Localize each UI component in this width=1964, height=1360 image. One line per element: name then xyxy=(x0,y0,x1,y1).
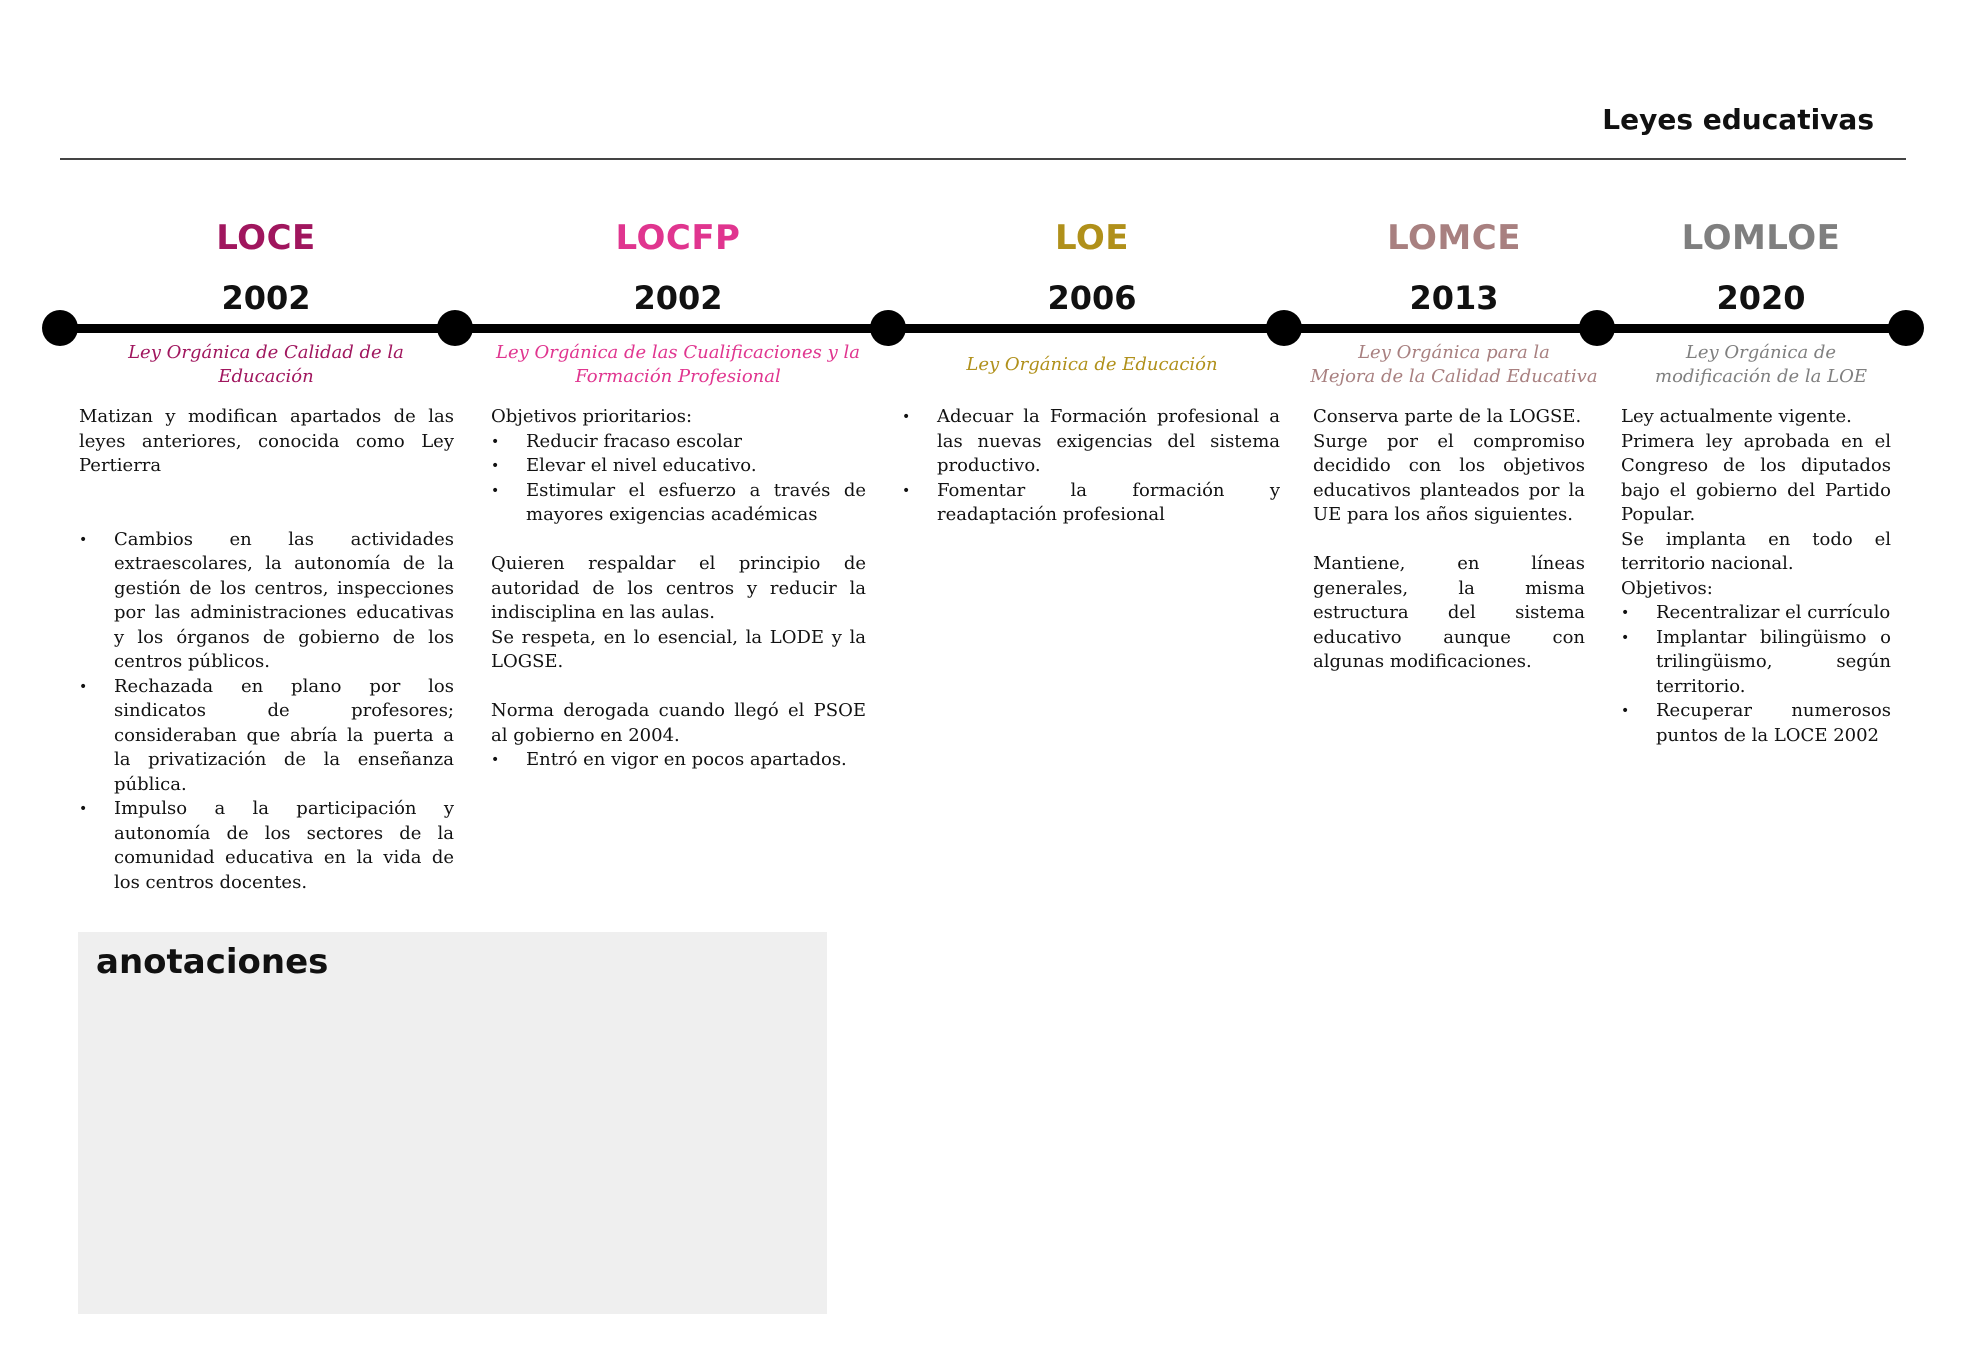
bullet-list xyxy=(491,748,866,773)
law-year: 2002 xyxy=(633,279,723,317)
paragraph: Quieren respaldar el principio de autoridad de los centros y reducir la indisciplina en las aulas. xyxy=(491,553,866,623)
law-description-loce xyxy=(79,405,454,895)
notes-box[interactable] xyxy=(78,932,827,1314)
bullet-icon: • xyxy=(1621,703,1630,719)
paragraph: Primera ley aprobada en el Congreso de los diputados bajo el gobierno del Partido Popular. xyxy=(1621,430,1891,525)
law-year: 2020 xyxy=(1716,279,1806,317)
bullet-list xyxy=(79,528,454,896)
bullet-icon: • xyxy=(491,752,500,768)
law-year: 2002 xyxy=(221,279,311,317)
law-header-loce xyxy=(166,218,366,318)
paragraph: Se implanta en todo el territorio nacional. xyxy=(1621,528,1891,574)
list-item: • Rechazada en plano por los sindicatos de profesores; consideraban que abría la puerta a la privatización de la enseñanza pública. xyxy=(79,675,454,795)
list-item: • Estimular el esfuerzo a través de mayores exigencias académicas xyxy=(491,479,866,525)
paragraph: Objetivos: xyxy=(1621,577,1713,599)
law-acronym: LOE xyxy=(1054,218,1130,258)
bullet-icon: • xyxy=(1621,605,1630,621)
list-item: • Elevar el nivel educativo. xyxy=(491,454,866,479)
page-title: Leyes educativas xyxy=(1602,103,1874,136)
bullet-icon: • xyxy=(902,409,911,425)
bullet-icon: • xyxy=(1621,629,1630,646)
law-header-lomloe xyxy=(1661,218,1861,318)
paragraph: Mantiene, en líneas generales, la misma estructura del sistema educativo aunque con algunas modificaciones. xyxy=(1313,553,1585,672)
law-acronym: LOCE xyxy=(216,218,316,258)
law-subtitle xyxy=(78,338,454,392)
law-acronym: LOMCE xyxy=(1387,218,1521,258)
law-subtitle-line: Ley Orgánica de Educación xyxy=(966,354,1218,375)
bullet-icon: • xyxy=(79,678,88,695)
law-subtitle-line: Mejora de la Calidad Educativa xyxy=(1310,366,1598,387)
law-subtitle-line: Ley Orgánica de Calidad de la Educación xyxy=(128,342,404,387)
law-subtitle-line: Ley Orgánica de xyxy=(1685,342,1837,363)
bullet-icon: • xyxy=(491,458,500,474)
paragraph: Se respeta, en lo esencial, la LODE y la LOGSE. xyxy=(491,626,866,672)
law-subtitle-line: Ley Orgánica de las Cualificaciones y la xyxy=(495,342,861,363)
law-header-lomce xyxy=(1354,218,1554,318)
timeline-line xyxy=(60,324,1906,333)
notes-title: anotaciones xyxy=(96,942,329,982)
law-year: 2013 xyxy=(1409,279,1499,317)
paragraph: Ley actualmente vigente. xyxy=(1621,406,1852,427)
law-acronym: LOCFP xyxy=(615,218,741,258)
law-subtitle-line: Formación Profesional xyxy=(575,366,781,387)
paragraph: Conserva parte de la LOGSE. xyxy=(1313,406,1582,427)
list-item: • Recentralizar el currículo xyxy=(1621,601,1891,626)
paragraph: Objetivos prioritarios: xyxy=(491,406,693,427)
bullet-list xyxy=(1621,601,1891,748)
law-subtitle xyxy=(904,338,1280,392)
law-acronym: LOMLOE xyxy=(1681,218,1841,258)
law-subtitle xyxy=(490,338,866,392)
law-description-lomloe xyxy=(1621,405,1891,748)
bullet-icon: • xyxy=(491,433,500,450)
bullet-icon: • xyxy=(491,482,500,499)
law-subtitle xyxy=(1304,338,1604,392)
list-item: • Reducir fracaso escolar xyxy=(491,430,866,455)
bullet-list xyxy=(491,430,866,528)
bullet-icon: • xyxy=(79,801,88,817)
law-description-lomce xyxy=(1313,405,1585,675)
law-subtitle-line: Ley Orgánica para la xyxy=(1358,342,1550,363)
list-item: • Cambios en las actividades extraescolares, la autonomía de la gestión de los centros, inspecciones por las administraciones educativas y los órganos de gobierno de los centros públicos. xyxy=(79,528,454,672)
law-description-loe xyxy=(902,405,1280,528)
bullet-icon: • xyxy=(902,482,911,499)
paragraph: Matizan y modifican apartados de las leyes anteriores, conocida como Ley Pertierra xyxy=(79,406,454,476)
timeline-dot xyxy=(870,310,906,346)
list-item: • Fomentar la formación y readaptación profesional xyxy=(902,479,1280,525)
bullet-list xyxy=(902,405,1280,528)
law-header-locfp xyxy=(578,218,778,318)
list-item: • Implantar bilingüismo o trilingüismo, según territorio. xyxy=(1621,626,1891,697)
law-description-locfp xyxy=(491,405,866,773)
list-item: • Adecuar la Formación profesional a las nuevas exigencias del sistema productivo. xyxy=(902,406,1280,476)
list-item: • Entró en vigor en pocos apartados. xyxy=(491,748,866,773)
law-subtitle xyxy=(1611,338,1911,392)
bullet-icon: • xyxy=(79,531,88,548)
paragraph: Norma derogada cuando llegó el PSOE al gobierno en 2004. xyxy=(491,700,866,746)
law-subtitle-line: modificación de la LOE xyxy=(1655,366,1867,387)
law-header-loe xyxy=(992,218,1192,318)
list-item: • Impulso a la participación y autonomía de los sectores de la comunidad educativa en la vida de los centros docentes. xyxy=(79,798,454,893)
timeline-dot xyxy=(42,310,78,346)
list-item: • Recuperar numerosos puntos de la LOCE 2002 xyxy=(1621,700,1891,746)
paragraph: Surge por el compromiso decidido con los objetivos educativos planteados por la UE para los años siguientes. xyxy=(1313,430,1585,525)
header-divider xyxy=(60,158,1906,160)
law-year: 2006 xyxy=(1047,279,1137,317)
